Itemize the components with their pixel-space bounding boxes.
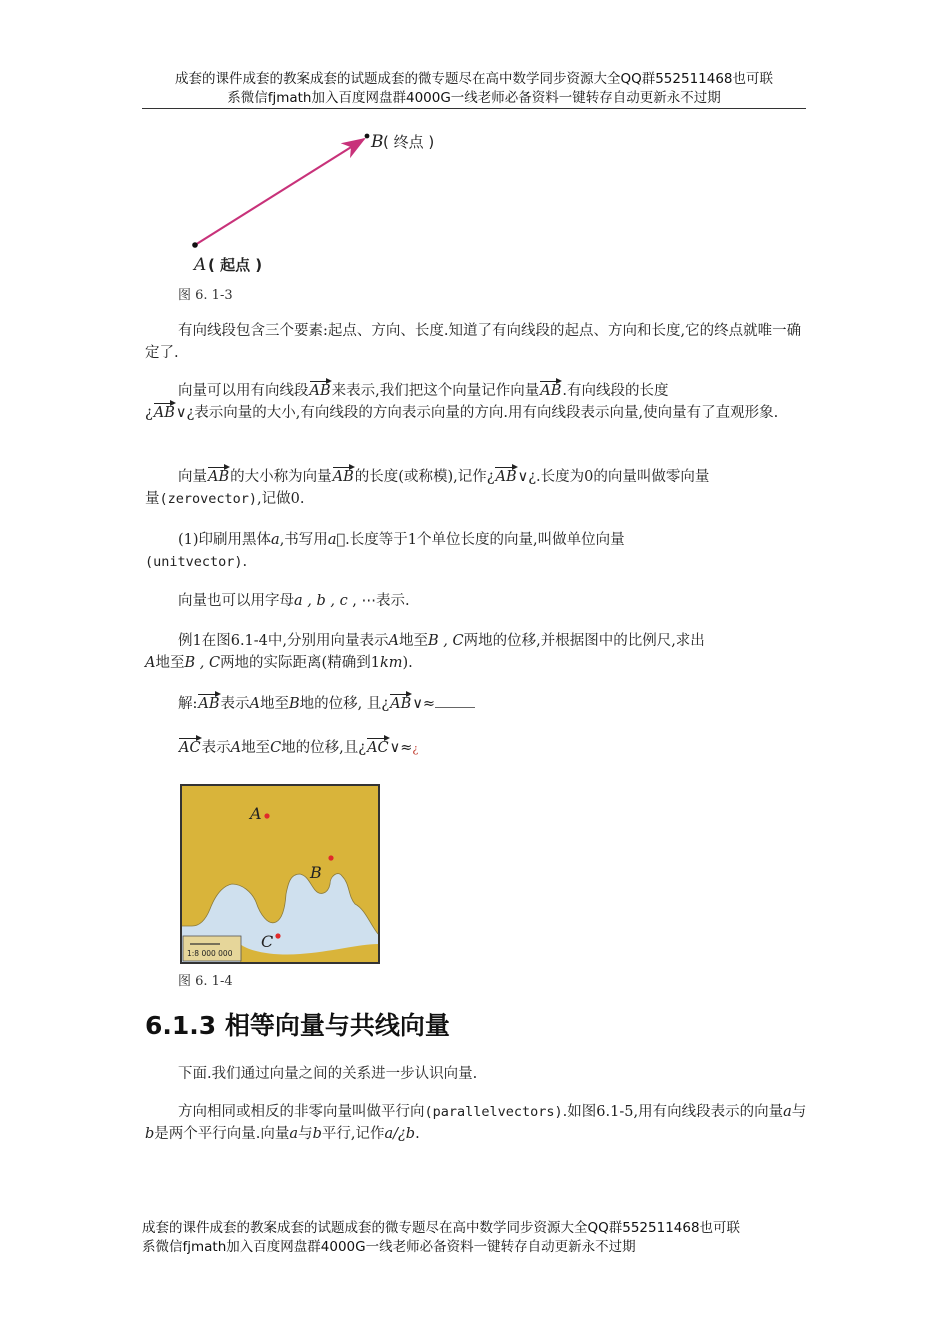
text-run: 地至 xyxy=(260,696,290,712)
label-a-note: ( 起点 ) xyxy=(208,256,263,274)
text-run: 地至 xyxy=(155,655,185,671)
term-unitvector: (unitvector) xyxy=(145,554,243,570)
text-run: 向量可以用有向线段 xyxy=(178,383,309,399)
text-run: 与 xyxy=(791,1104,807,1120)
text-run: ¿ xyxy=(412,742,419,755)
vector-ac: AC xyxy=(178,737,202,759)
symbol-a-arrow: a⃗ xyxy=(327,532,346,548)
text-run: 表示 xyxy=(201,740,231,756)
symbol-a: A xyxy=(249,696,261,712)
symbol-a: A xyxy=(230,740,242,756)
symbol-a: a xyxy=(289,1126,299,1142)
symbol-a: A xyxy=(145,655,156,671)
symbol-b: b xyxy=(145,1126,155,1142)
text-run: 是两个平行向量.向量 xyxy=(154,1126,290,1142)
map-point-c xyxy=(275,933,280,938)
figure-map xyxy=(180,784,380,964)
paragraph-unit-vector xyxy=(145,529,807,573)
text-run: 平行,记作 xyxy=(321,1126,385,1142)
text-run: ¿ xyxy=(145,405,153,421)
vector-ab: AB xyxy=(389,693,412,715)
vector-ab-arrow xyxy=(195,139,364,245)
answer-blank xyxy=(435,695,475,708)
header-line-1: 成套的课件成套的教案成套的试题成套的微专题尽在高中数学同步资源大全QQ群552511468也可联 xyxy=(174,71,774,87)
paragraph-elements xyxy=(145,320,807,364)
symbol-b: B xyxy=(289,696,300,712)
map-label-c: C xyxy=(261,932,274,951)
label-a: A xyxy=(194,255,207,275)
text-run: ∨¿.长度为0的向量叫做零向量 xyxy=(517,469,710,485)
paragraph-solution-ab xyxy=(145,693,807,715)
text-run: . xyxy=(415,1126,420,1142)
text-run: .如图6.1-5,用有向线段表示的向量 xyxy=(562,1104,784,1120)
header-line-2: 系微信fjmath加入百度网盘群4000G一线老师必备资料一键转存自动更新永不过期 xyxy=(227,90,721,106)
figure-caption-6-1-3: 图 6. 1-3 xyxy=(178,288,233,303)
text-run: ∨≈ xyxy=(389,740,413,756)
map-label-a: A xyxy=(250,804,262,823)
unit-km: km xyxy=(379,655,403,671)
paragraph-parallel-vectors xyxy=(145,1101,807,1145)
text-run: (1)印刷用黑体 xyxy=(178,532,272,548)
text-run: 表示 xyxy=(220,696,250,712)
vector-ac: AC xyxy=(366,737,390,759)
text-run: 例1在图6.1-4中,分别用向量表示 xyxy=(178,633,389,649)
symbols-abc: a , b , c xyxy=(294,593,348,609)
vector-ab: AB xyxy=(207,466,230,488)
text-run: 的长度(或称模),记作¿ xyxy=(354,469,495,485)
footer-line-1: 成套的课件成套的教案成套的试题成套的微专题尽在高中数学同步资源大全QQ群552511468也可联 xyxy=(142,1220,741,1236)
symbol-b: b xyxy=(312,1126,322,1142)
text-run: 的大小称为向量 xyxy=(230,469,332,485)
vector-ab: AB xyxy=(153,402,176,424)
vector-ab: AB xyxy=(332,466,355,488)
map-point-a xyxy=(264,813,269,818)
text-run: ,书写用 xyxy=(279,532,328,548)
symbols-bc: B , C xyxy=(428,633,464,649)
text-run: . xyxy=(242,554,248,570)
vector-ab: AB xyxy=(197,693,220,715)
map-point-b xyxy=(328,855,333,860)
text-run: ). xyxy=(402,655,413,671)
symbols-bc: B , C xyxy=(184,655,221,671)
paragraph-letters xyxy=(145,590,807,612)
symbol-c: C xyxy=(270,740,282,756)
paragraph-solution-ac xyxy=(145,737,807,760)
text-run: , ⋯表示. xyxy=(347,593,410,609)
text-run: 地的位移,且¿ xyxy=(281,740,367,756)
label-b-note: ( 终点 ) xyxy=(383,133,435,151)
paragraph-vector-representation xyxy=(145,380,807,424)
symbol-a: A xyxy=(388,633,400,649)
paragraph-example-1 xyxy=(145,630,807,674)
text-run: ∨≈ xyxy=(412,696,436,712)
symbol-a: a xyxy=(271,532,280,548)
text-run: 两地的实际距离(精确到1 xyxy=(220,655,380,671)
footer-line-2: 系微信fjmath加入百度网盘群4000G一线老师必备资料一键转存自动更新永不过期 xyxy=(142,1239,636,1255)
text-run: 向量 xyxy=(178,469,207,485)
paragraph-vector-length: 向量AB的大小称为向量AB的长度(或称模),记作¿AB∨¿.长度为0的向量叫做零向量 量(zerovector),记做0. xyxy=(145,466,807,510)
paragraph-text: 有向线段包含三个要素:起点、方向、长度.知道了有向线段的起点、方向和长度,它的终点就唯一确定了. xyxy=(145,323,802,361)
text-run: ,记做0. xyxy=(257,491,305,507)
scale-label: 1:8 000 000 xyxy=(187,949,233,958)
text-run: ∨¿表示向量的大小,有向线段的方向表示向量的方向.用有向线段表示向量,使向量有了直观形象. xyxy=(175,405,779,421)
text-run: 向量也可以用字母 xyxy=(178,593,294,609)
paragraph-intro xyxy=(145,1063,807,1085)
map-label-b: B xyxy=(310,863,322,882)
paragraph-text: 下面.我们通过向量之间的关系进一步认识向量. xyxy=(178,1066,478,1082)
term-parallelvectors: (parallelvectors) xyxy=(424,1104,563,1120)
figure-caption-6-1-4: 图 6. 1-4 xyxy=(178,974,233,989)
header-divider xyxy=(142,108,806,109)
point-b-dot xyxy=(365,134,370,139)
text-run: 地的位移, 且¿ xyxy=(299,696,390,712)
text-run: .有向线段的长度 xyxy=(562,383,669,399)
text-run: 两地的位移,并根据图中的比例尺,求出 xyxy=(463,633,705,649)
figure-vector-ab xyxy=(180,122,470,282)
vector-ab: AB xyxy=(494,466,517,488)
text-run: 解: xyxy=(178,696,198,712)
label-b: B xyxy=(371,132,384,152)
term-zerovector: (zerovector) xyxy=(159,491,258,507)
text-run: 方向相同或相反的非零向量叫做平行向 xyxy=(178,1104,425,1120)
vector-ab: AB xyxy=(539,380,562,402)
text-run: 与 xyxy=(298,1126,313,1142)
section-title: 6.1.3 相等向量与共线向量 xyxy=(145,1011,450,1040)
symbol-a: a xyxy=(783,1104,792,1120)
vector-ab: AB xyxy=(309,380,332,402)
point-a-dot xyxy=(192,242,198,248)
text-run: .长度等于1个单位长度的向量,叫做单位向量 xyxy=(345,532,625,548)
parallel-notation: a/¿b xyxy=(384,1126,416,1142)
text-run: 地至 xyxy=(241,740,271,756)
text-run: 地至 xyxy=(399,633,429,649)
text-run: 来表示,我们把这个向量记作向量 xyxy=(331,383,540,399)
